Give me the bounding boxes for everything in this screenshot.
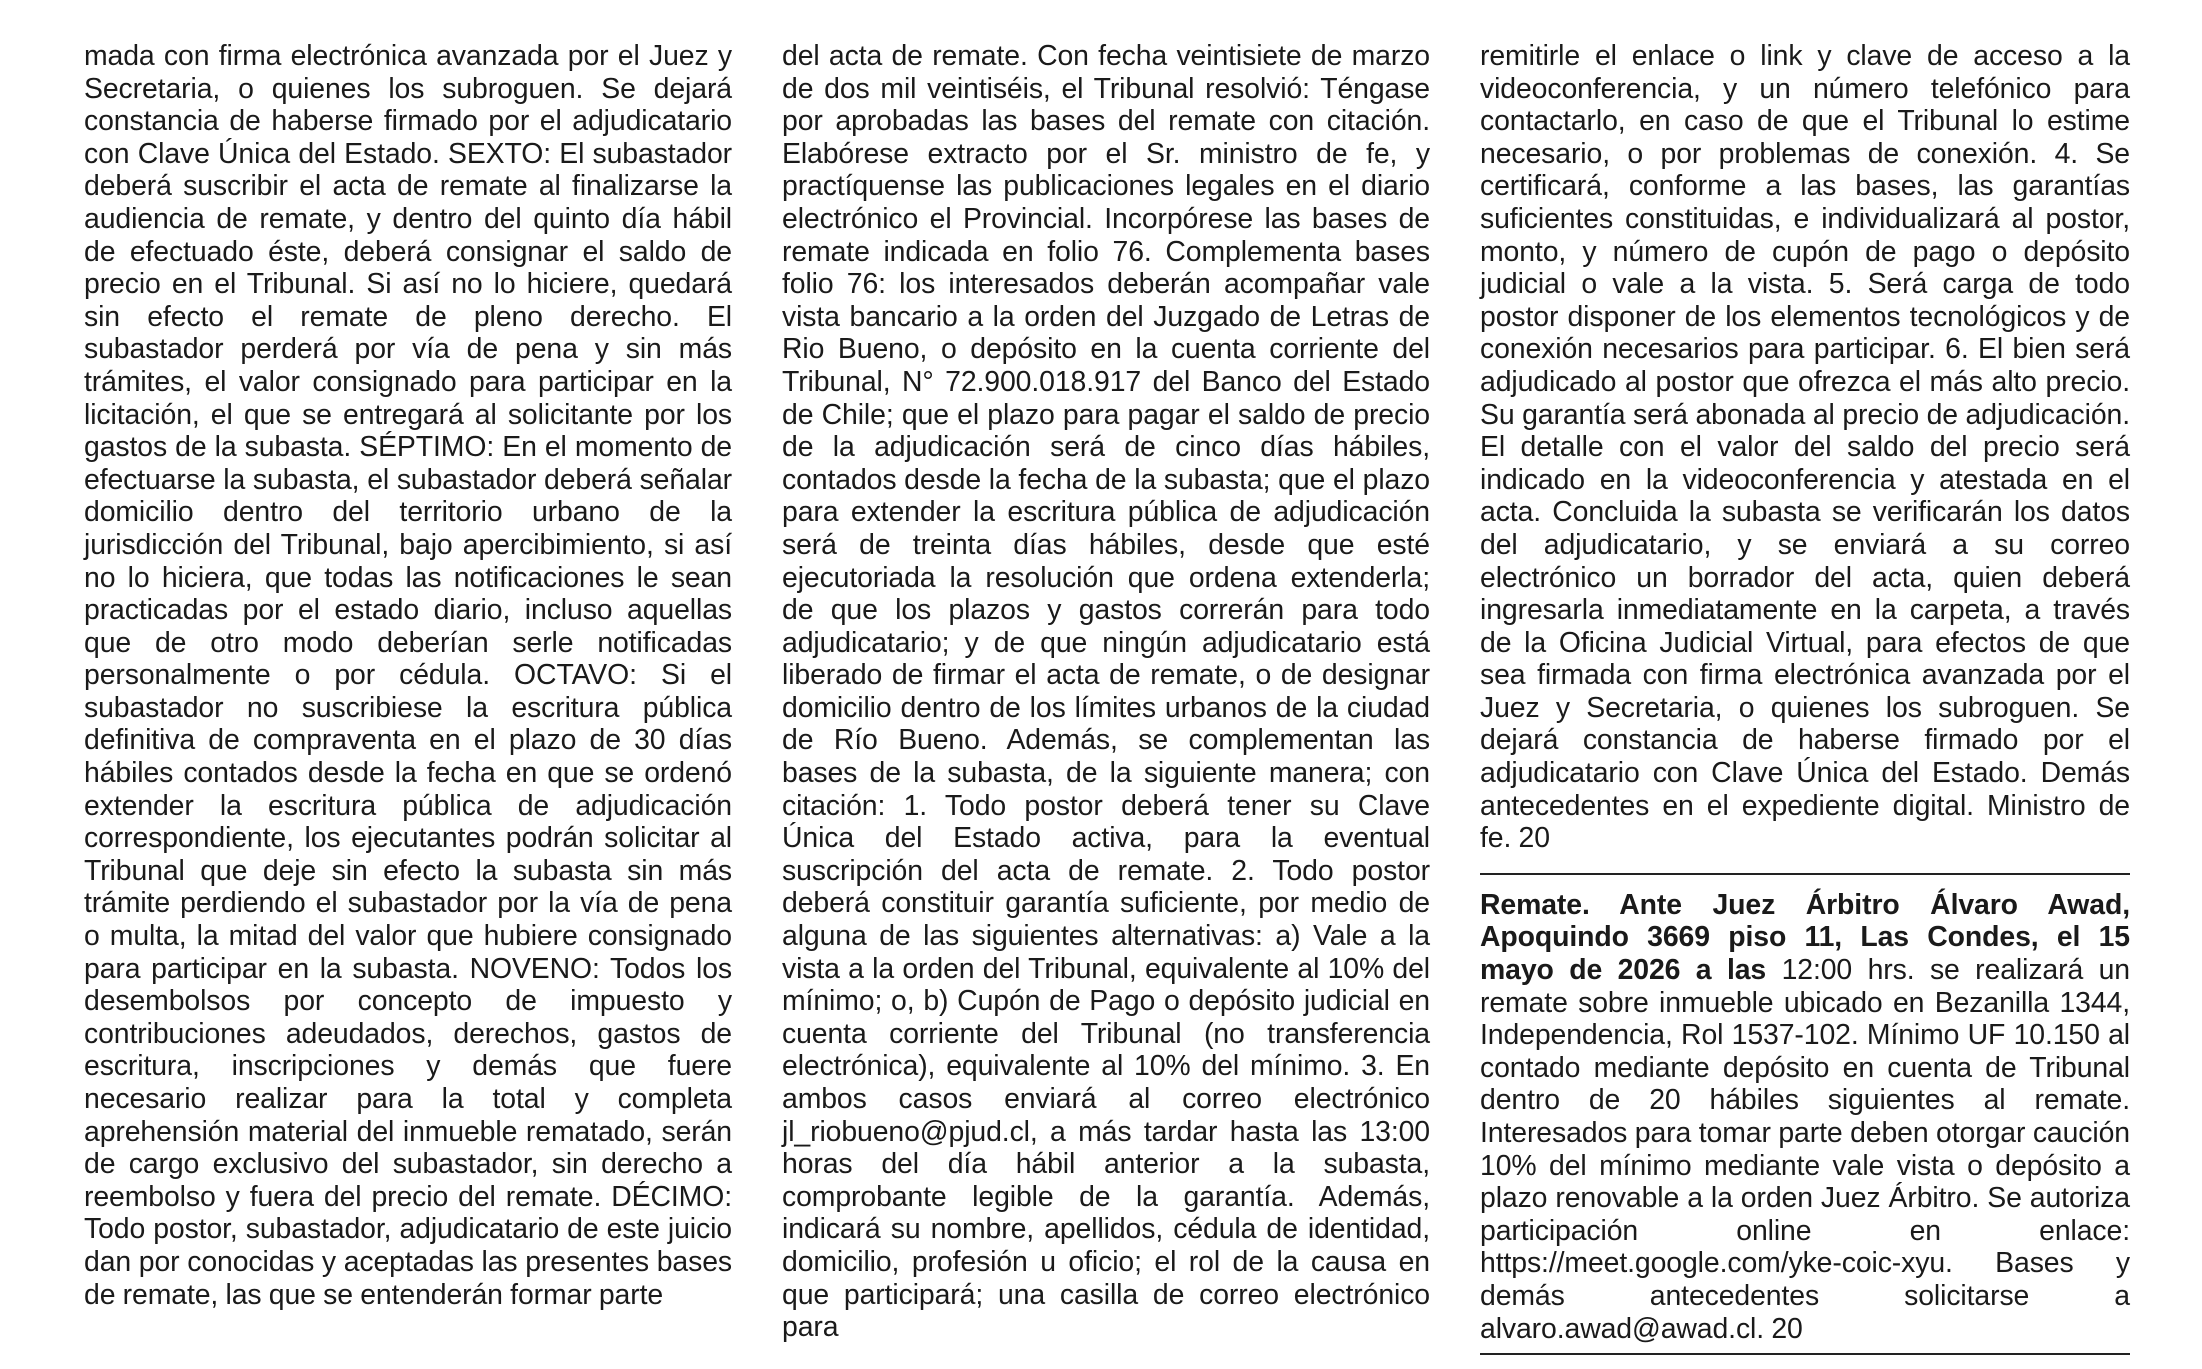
column-2-paragraph: del acta de remate. Con fecha veintisiete de marzo de dos mil veintiséis, el Tribunal resolvió: Téngase por aprobadas las bases del remate con citación. Elabórese extracto por el Sr. ministro de fe, y practíquense las publicaciones legales en el diario electrónico el Provincial. Incorpórese las bases de remate indicada en folio 76. Complementa bases folio 76: los interesados deberán acompañar vale vista bancario a la orden del Juzgado de Letras de Rio Bueno, o depósito en la cuenta corriente del Tribunal, N° 72.900.018.917 del Banco del Estado de Chile; que el plazo para pagar el saldo de precio de la adjudicación será de cinco días hábiles, contados desde la fecha de la subasta; que el plazo para extender la escritura pública de adjudicación será de treinta días hábiles, desde que esté ejecutoriada la resolución que ordena extenderla; de que los plazos y gastos correrán para todo adjudicatario; y de que ningún adjudicatario está liberado de firmar el acta de remate, o de designar domicilio dentro de los límites urbanos de la ciudad de Río Bueno. Además, se complementan las bases de la subasta, de la siguiente manera; con citación: 1. Todo postor deberá tener su Clave Única del Estado activa, para la eventual suscripción del acta de remate. 2. Todo postor deberá constituir garantía suficiente, por medio de alguna de las siguientes alternativas: a) Vale a la vista a la orden del Tribunal, equivalente al 10% del mínimo; o, b) Cupón de Pago o depósito judicial en cuenta corriente del Tribunal (no transferencia electrónica), equivalente al 10% del mínimo. 3. En ambos casos enviará al correo electrónico jl_riobueno@pjud.cl, a más tardar hasta las 13:00 horas del día hábil anterior a la subasta, comprobante legible de la garantía. Además, indicará su nombre, apellidos, cédula de identidad, domicilio, profesión u oficio; el rol de la causa en que participará; una casilla de correo electrónico para [782,40,1430,1344]
auction-notice [1480,889,2130,1345]
auction-notice-lead: Remate. Ante Juez Árbitro Álvaro Awad, Apoquindo 3669 piso 11, Las Condes, el 15 mayo de 2026 a las [1480,888,2130,987]
notice-divider-bottom [1480,1353,2130,1355]
text-column-2 [782,40,1430,1344]
text-column-3 [1480,40,2130,1369]
column-1-paragraph: mada con firma electrónica avanzada por el Juez y Secretaria, o quienes los subroguen. Se dejará constancia de haberse firmado por el adjudicatario con Clave Única del Estado. SEXTO: El subastador deberá suscribir el acta de remate al finalizarse la audiencia de remate, y dentro del quinto día hábil de efectuado éste, deberá consignar el saldo de precio en el Tribunal. Si así no lo hiciere, quedará sin efecto el remate de pleno derecho. El subastador perderá por vía de pena y sin más trámites, el valor consignado para participar en la licitación, el que se entregará al solicitante por los gastos de la subasta. SÉPTIMO: En el momento de efectuarse la subasta, el subastador deberá señalar domicilio dentro del territorio urbano de la jurisdicción del Tribunal, bajo apercibimiento, si así no lo hiciera, que todas las notificaciones le sean practicadas por el estado diario, incluso aquellas que de otro modo deberían serle notificadas personalmente o por cédula. OCTAVO: Si el subastador no suscribiese la escritura pública definitiva de compraventa en el plazo de 30 días hábiles contados desde la fecha en que se ordenó extender la escritura pública de adjudicación correspondiente, los ejecutantes podrán solicitar al Tribunal que deje sin efecto la subasta sin más trámite perdiendo el subastador por la vía de pena o multa, la mitad del valor que hubiere consignado para participar en la subasta. NOVENO: Todos los desembolsos por concepto de impuesto y contribuciones adeudados, derechos, gastos de escritura, inscripciones y demás que fuere necesario realizar para la total y completa aprehensión material del inmueble rematado, serán de cargo exclusivo del subastador, sin derecho a reembolso y fuera del precio del remate. DÉCIMO: Todo postor, subastador, adjudicatario de este juicio dan por conocidas y aceptadas las presentes bases de remate, las que se entenderán formar parte [84,40,732,1311]
column-3-paragraph: remitirle el enlace o link y clave de acceso a la videoconferencia, y un número telefónico para contactarlo, en caso de que el Tribunal lo estime necesario, o por problemas de conexión. 4. Se certificará, conforme a las bases, las garantías suficientes constituidas, e individualizará al postor, monto, y número de cupón de pago o depósito judicial o vale a la vista. 5. Será carga de todo postor disponer de los elementos tecnológicos y de conexión necesarios para participar. 6. El bien será adjudicado al postor que ofrezca el más alto precio. Su garantía será abonada al precio de adjudicación. El detalle con el valor del saldo del precio será indicado en la videoconferencia y atestada en el acta. Concluida la subasta se verificarán los datos del adjudicatario, y se enviará a su correo electrónico un borrador del acta, quien deberá ingresarla inmediatamente en la carpeta, a través de la Oficina Judicial Virtual, para efectos de que sea firmada con firma electrónica avanzada por el Juez y Secretaria, o quienes los subroguen. Se dejará constancia de haberse firmado por el adjudicatario con Clave Única del Estado. Demás antecedentes en el expediente digital. Ministro de fe. 20 [1480,40,2130,855]
auction-notice-body: 12:00 hrs. se realizará un remate sobre inmueble ubicado en Bezanilla 1344, Independencia, Rol 1537-102. Mínimo UF 10.150 al contado mediante depósito en cuenta de Tribunal dentro de 20 hábiles siguientes al remate. Interesados para tomar parte deben otorgar caución 10% del mínimo mediante vale vista o depósito a plazo renovable a la orden Juez Árbitro. Se autoriza participación online en enlace: https://meet.google.com/yke-coic-xyu. Bases y demás antecedentes solicitarse a alvaro.awad@awad.cl. 20 [1480,954,2130,1345]
text-column-1 [84,40,732,1311]
notice-divider-top [1480,873,2130,875]
